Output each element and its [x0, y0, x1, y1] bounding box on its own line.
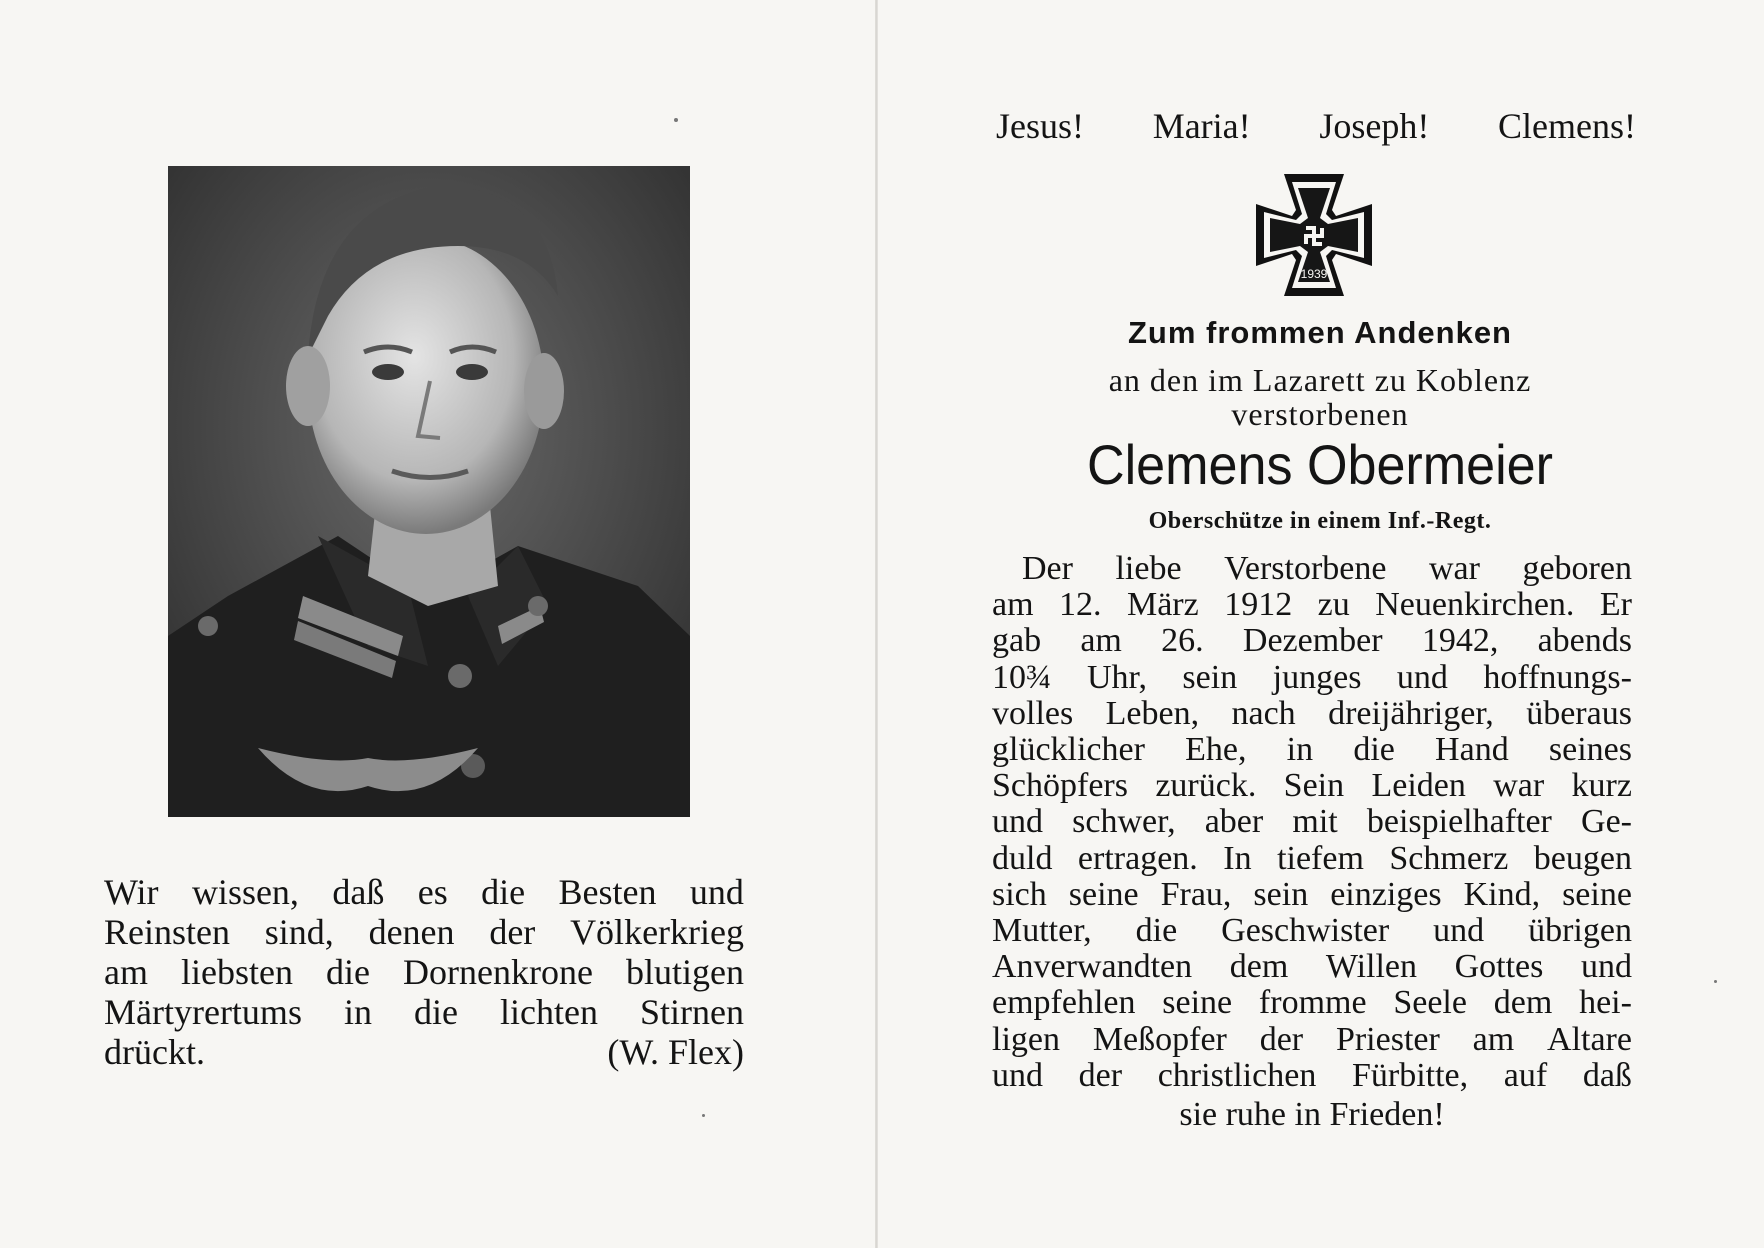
- quote-word: die: [326, 952, 371, 992]
- text-word: aber: [1204, 803, 1264, 841]
- text-line: [992, 841, 1632, 877]
- text-word: empfehlen: [992, 984, 1136, 1022]
- text-line: [992, 768, 1632, 804]
- text-word: war: [1493, 767, 1545, 805]
- memorial-text: [992, 551, 1632, 1133]
- text-word: Ehe,: [1185, 731, 1247, 769]
- quote-line: [104, 952, 744, 992]
- closing-phrase: sie ruhe in Frieden!: [1179, 1096, 1445, 1134]
- text-word: beispielhafter: [1366, 803, 1552, 841]
- quote-word: sind,: [264, 912, 334, 952]
- text-word: mit: [1292, 803, 1338, 841]
- text-word: und: [1580, 948, 1632, 986]
- quote-line: [104, 1032, 744, 1072]
- text-word: Sein: [1283, 767, 1345, 805]
- text-line: [992, 696, 1632, 732]
- text-word: schwer,: [1072, 803, 1176, 841]
- memorial-heading: Zum frommen Andenken: [1128, 315, 1512, 350]
- text-word: Geschwister: [1221, 912, 1390, 950]
- text-word: der: [1259, 1020, 1304, 1058]
- text-word: am: [1472, 1020, 1515, 1058]
- text-word: am: [1080, 622, 1122, 660]
- quote-word: drückt.: [104, 1032, 205, 1072]
- quote-line: [104, 872, 744, 912]
- card-fold: [875, 0, 878, 1248]
- text-word: nach: [1231, 694, 1296, 732]
- text-word: Frau,: [1160, 875, 1232, 913]
- text-word: 10¾: [992, 658, 1052, 696]
- text-line: [992, 985, 1632, 1021]
- memorial-subheading: an den im Lazarett zu Koblenz: [1108, 362, 1532, 398]
- text-word: überaus: [1526, 694, 1632, 732]
- quote-word: am: [104, 952, 148, 992]
- invocation-word: Clemens!: [1498, 106, 1636, 146]
- text-line: [992, 877, 1632, 913]
- text-line: [992, 623, 1632, 659]
- text-word: und: [1396, 658, 1448, 696]
- text-word: sein: [1182, 658, 1238, 696]
- text-word: kurz: [1571, 767, 1632, 805]
- portrait-photo: [168, 166, 690, 817]
- text-word: Leben,: [1105, 694, 1200, 732]
- text-word: sein: [1253, 875, 1309, 913]
- text-word: In: [1223, 839, 1252, 877]
- quote-author: (W. Flex): [607, 1032, 744, 1072]
- text-word: in: [1286, 731, 1314, 769]
- text-word: geboren: [1522, 550, 1632, 587]
- quote-word: der: [489, 912, 536, 952]
- text-word: Gottes: [1454, 948, 1544, 986]
- text-word: war: [1428, 550, 1480, 587]
- text-word: zu: [1317, 586, 1350, 624]
- text-word: christlichen: [1157, 1056, 1317, 1094]
- quote-word: und: [689, 872, 744, 912]
- text-word: dreijähriger,: [1328, 694, 1494, 732]
- text-word: tiefem: [1277, 839, 1364, 877]
- military-rank: Oberschütze in einem Inf.-Regt.: [1148, 508, 1492, 534]
- text-word: und: [992, 1056, 1043, 1094]
- text-word: hoffnungs-: [1483, 658, 1632, 696]
- text-word: Fürbitte,: [1351, 1056, 1469, 1094]
- text-word: dem: [1229, 948, 1289, 986]
- text-word: junges: [1272, 658, 1362, 696]
- text-word: März: [1126, 586, 1199, 624]
- memorial-subheading: verstorbenen: [1231, 396, 1409, 432]
- text-word: die: [1135, 912, 1178, 950]
- quote-word: die: [481, 872, 526, 912]
- text-word: Dezember: [1242, 622, 1383, 660]
- quote-word: es: [417, 872, 448, 912]
- text-word: und: [992, 803, 1043, 841]
- text-word: Priester: [1335, 1020, 1440, 1058]
- quote-word: blutigen: [626, 952, 744, 992]
- paper-speck: [702, 1114, 705, 1117]
- text-word: Verstorbene: [1224, 550, 1387, 587]
- invocation-word: Maria!: [1152, 106, 1251, 146]
- quote-word: Wir: [104, 872, 159, 912]
- text-word: 26.: [1161, 622, 1204, 660]
- text-word: sich: [992, 875, 1047, 913]
- text-word: zurück.: [1155, 767, 1257, 805]
- text-word: Uhr,: [1086, 658, 1147, 696]
- text-word: hei-: [1579, 984, 1632, 1022]
- paper-speck: [1714, 980, 1717, 983]
- text-word: Anverwandten: [992, 948, 1193, 986]
- text-line: [992, 1058, 1632, 1094]
- text-word: übrigen: [1528, 912, 1632, 950]
- text-word: liebe: [1115, 550, 1182, 587]
- quote-word: liebsten: [181, 952, 293, 992]
- text-word: Seele: [1393, 984, 1467, 1022]
- text-word: Schmerz: [1389, 839, 1509, 877]
- text-word: die: [1353, 731, 1395, 769]
- text-word: Meßopfer: [1092, 1020, 1227, 1058]
- text-line: [992, 660, 1632, 696]
- quote-word: denen: [368, 912, 455, 952]
- text-word: 1912: [1224, 586, 1293, 624]
- text-word: der: [1078, 1056, 1123, 1094]
- text-line: [992, 949, 1632, 985]
- text-word: ligen: [992, 1020, 1060, 1058]
- text-line: [992, 732, 1632, 768]
- text-word: seine: [1562, 875, 1632, 913]
- quote-word: Besten: [558, 872, 657, 912]
- text-word: einziges: [1330, 875, 1442, 913]
- text-word: Mutter,: [992, 912, 1092, 950]
- deceased-name: Clemens Obermeier: [1087, 433, 1553, 496]
- text-word: Hand: [1435, 731, 1509, 769]
- text-word: Altare: [1547, 1020, 1632, 1058]
- text-word: abends: [1537, 622, 1632, 660]
- text-line-closing: [992, 1097, 1632, 1133]
- text-word: Neuenkirchen.: [1375, 586, 1575, 624]
- text-word: volles: [992, 694, 1074, 732]
- text-word: Leiden: [1371, 767, 1466, 805]
- quote-word: Völkerkrieg: [570, 912, 744, 952]
- invocation-word: Joseph!: [1319, 106, 1430, 146]
- text-word: Er: [1599, 586, 1632, 624]
- invocation: [996, 106, 1636, 146]
- quote-word: Dornenkrone: [403, 952, 593, 992]
- text-line: [992, 804, 1632, 840]
- text-word: 12.: [1059, 586, 1102, 624]
- quote-block: [104, 872, 744, 1072]
- text-word: seines: [1548, 731, 1632, 769]
- text-word: daß: [1582, 1056, 1632, 1094]
- text-word: am: [992, 586, 1034, 624]
- text-word: Der: [1022, 550, 1073, 587]
- text-line: [992, 551, 1632, 587]
- quote-word: wissen,: [191, 872, 299, 912]
- text-line: [992, 913, 1632, 949]
- text-word: fromme: [1258, 984, 1367, 1022]
- text-word: ertragen.: [1077, 839, 1198, 877]
- invocation-word: Jesus!: [996, 106, 1084, 146]
- text-line: [992, 1022, 1632, 1058]
- text-word: duld: [992, 839, 1053, 877]
- text-word: auf: [1503, 1056, 1548, 1094]
- quote-word: die: [414, 992, 458, 1032]
- text-word: beugen: [1533, 839, 1632, 877]
- text-word: Ge-: [1581, 803, 1632, 841]
- text-word: dem: [1493, 984, 1553, 1022]
- text-word: gab: [992, 622, 1042, 660]
- text-word: glücklicher: [992, 731, 1145, 769]
- quote-word: Stirnen: [639, 992, 744, 1032]
- text-word: Schöpfers: [992, 767, 1128, 805]
- text-word: Kind,: [1463, 875, 1541, 913]
- text-word: Willen: [1325, 948, 1418, 986]
- text-word: 1942,: [1421, 622, 1499, 660]
- quote-word: lichten: [500, 992, 598, 1032]
- quote-line: [104, 912, 744, 952]
- quote-word: Reinsten: [104, 912, 230, 952]
- portrait-icon: [168, 166, 690, 817]
- text-word: seine: [1162, 984, 1233, 1022]
- text-line: [992, 587, 1632, 623]
- paper-speck: [674, 118, 678, 122]
- cross-year: 1939: [1300, 267, 1328, 281]
- quote-word: Märtyrertums: [104, 992, 302, 1032]
- iron-cross-icon: [1254, 172, 1374, 298]
- text-word: und: [1433, 912, 1485, 950]
- quote-line: [104, 992, 744, 1032]
- quote-word: in: [343, 992, 372, 1032]
- text-word: seine: [1068, 875, 1139, 913]
- quote-word: daß: [332, 872, 385, 912]
